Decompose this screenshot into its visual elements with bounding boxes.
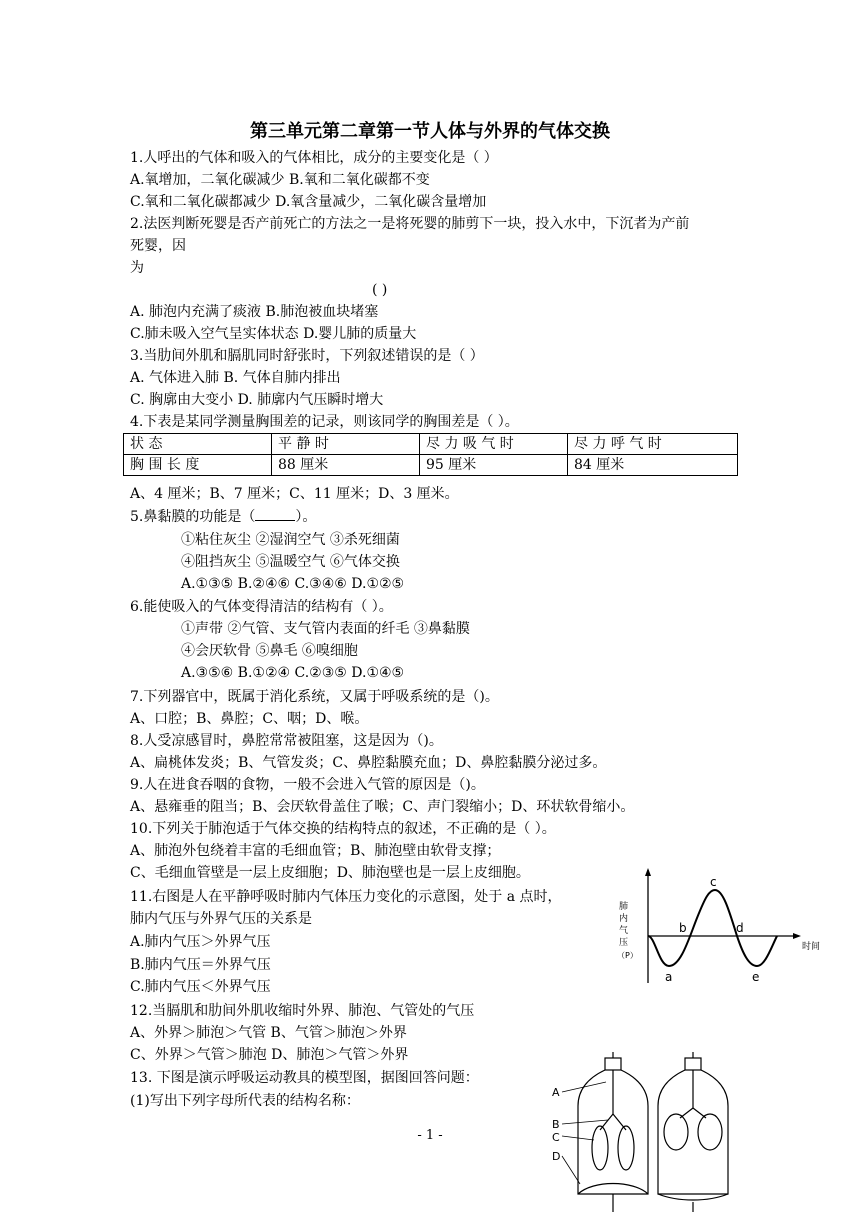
y-axis-label-2: 内 bbox=[619, 914, 629, 924]
text-line: C.肺内气压＜外界气压 bbox=[130, 979, 271, 995]
chest-measurement-table bbox=[123, 433, 738, 476]
text-line: 13. 下图是演示呼吸运动教具的模型图，据图回答问题： bbox=[130, 1070, 479, 1086]
point-label-b: b bbox=[679, 921, 687, 935]
text-line: 死婴，因 bbox=[130, 238, 186, 254]
text-line: ④阻挡灰尘 ⑤温暖空气 ⑥气体交换 bbox=[181, 554, 400, 570]
table-header-row bbox=[124, 434, 738, 455]
text-line: 为 bbox=[130, 260, 144, 276]
table-header-cell: 尽 力 呼 气 时 bbox=[568, 434, 738, 455]
text-line: 9.人在进食吞咽的食物，一般不会进入气管的原因是（)。 bbox=[130, 777, 485, 793]
point-label-a: a bbox=[665, 970, 673, 984]
text-line: A、外界＞肺泡＞气管 B、气管＞肺泡＞外界 bbox=[130, 1025, 407, 1041]
table-cell: 胸 围 长 度 bbox=[124, 455, 272, 476]
text-line: 1.人呼出的气体和吸入的气体相比，成分的主要变化是（ ） bbox=[130, 150, 498, 166]
text-line: A.肺内气压＞外界气压 bbox=[130, 934, 271, 950]
text-line: C、外界＞气管＞肺泡 D、肺泡＞气管＞外界 bbox=[130, 1047, 409, 1063]
text-line: A、悬雍垂的阻当；B、会厌软骨盖住了喉；C、声门裂缩小；D、环状软骨缩小。 bbox=[130, 799, 635, 815]
lung-pressure-graph bbox=[615, 868, 835, 988]
pressure-curve bbox=[648, 890, 777, 966]
text-line: ①声带 ②气管、支气管内表面的纤毛 ③鼻黏膜 bbox=[181, 621, 470, 637]
text-line: A.③⑤⑥ B.①②④ C.②③⑤ D.①④⑤ bbox=[181, 665, 405, 681]
x-axis-label: 时间 bbox=[802, 942, 821, 952]
text-line: A、扁桃体发炎；B、气管发炎；C、鼻腔黏膜充血；D、鼻腔黏膜分泌过多。 bbox=[130, 755, 607, 771]
text-line: A.①③⑤ B.②④⑥ C.③④⑥ D.①②⑤ bbox=[181, 576, 405, 592]
table-header-cell: 平 静 时 bbox=[272, 434, 420, 455]
point-label-e: e bbox=[752, 970, 760, 984]
text-line: A. 气体进入肺 B. 气体自肺内排出 bbox=[130, 370, 341, 386]
figure-label-d: D bbox=[552, 1150, 561, 1163]
text-line: ①粘住灰尘 ②湿润空气 ③杀死细菌 bbox=[181, 532, 400, 548]
question-5-suffix: ）。 bbox=[295, 509, 317, 525]
text-line: 8.人受凉感冒时，鼻腔常常被阻塞，这是因为（)。 bbox=[130, 733, 443, 749]
answer-blank bbox=[255, 506, 295, 521]
text-line: (1)写出下列字母所代表的结构名称： bbox=[130, 1093, 360, 1109]
text-line: A.氧增加，二氧化碳减少 B.氧和二氧化碳都不变 bbox=[130, 172, 430, 188]
text-line: 12.当膈肌和肋间外肌收缩时外界、肺泡、气管处的气压 bbox=[130, 1003, 475, 1019]
figure-label-a: A bbox=[552, 1086, 560, 1099]
point-label-c: c bbox=[710, 875, 717, 889]
text-line: 2.法医判断死婴是否产前死亡的方法之一是将死婴的肺剪下一块，投入水中，下沉者为产前 bbox=[130, 216, 690, 232]
text-line: 肺内气压与外界气压的关系是 bbox=[130, 911, 312, 927]
question-5-prefix: 5.鼻黏膜的功能是（ bbox=[130, 509, 256, 525]
text-line: C.氧和二氧化碳都减少 D.氧含量减少，二氧化碳含量增加 bbox=[130, 194, 487, 210]
text-line: B.肺内气压＝外界气压 bbox=[130, 957, 271, 973]
text-line: 7.下列器官中，既属于消化系统，又属于呼吸系统的是（)。 bbox=[130, 689, 499, 705]
y-axis-label-1: 肺 bbox=[619, 902, 629, 912]
table-row bbox=[124, 455, 738, 476]
table-cell: 95 厘米 bbox=[420, 455, 568, 476]
text-line: 6.能使吸入的气体变得清洁的结构有（ ）。 bbox=[130, 599, 393, 615]
page-title: 第三单元第二章第一节人体与外界的气体交换 bbox=[250, 121, 610, 142]
x-axis-arrow bbox=[793, 933, 801, 939]
y-axis-arrow bbox=[645, 868, 651, 876]
question-5 bbox=[130, 506, 316, 527]
page-number: - 1 - bbox=[417, 1128, 443, 1143]
table-header-cell: 状 态 bbox=[124, 434, 272, 455]
text-line: 4.下表是某同学测量胸围差的记录，则该同学的胸围差是（ ）。 bbox=[130, 414, 519, 430]
text-line: 11.右图是人在平静呼吸时肺内气体压力变化的示意图，处于 a 点时， bbox=[130, 889, 562, 905]
text-line: ( ) bbox=[372, 282, 388, 298]
text-line: A. 肺泡内充满了痰液 B.肺泡被血块堵塞 bbox=[130, 304, 379, 320]
table-cell: 84 厘米 bbox=[568, 455, 738, 476]
text-line: 3.当肋间外肌和膈肌同时舒张时，下列叙述错误的是（ ） bbox=[130, 348, 484, 364]
y-axis-label-5: （P） bbox=[617, 951, 638, 960]
text-line: A、肺泡外包绕着丰富的毛细血管；B、肺泡壁由软骨支撑； bbox=[130, 843, 501, 859]
text-line: C. 胸廓由大变小 D. 肺廓内气压瞬时增大 bbox=[130, 392, 384, 408]
y-axis-label-4: 压 bbox=[619, 938, 629, 948]
point-label-d: d bbox=[736, 921, 744, 935]
table-header-cell: 尽 力 吸 气 时 bbox=[420, 434, 568, 455]
text-line: 10.下列关于肺泡适于气体交换的结构特点的叙述，不正确的是（ ）。 bbox=[130, 821, 556, 837]
text-line: ④会厌软骨 ⑤鼻毛 ⑥嗅细胞 bbox=[181, 643, 358, 659]
figure-label-c: C bbox=[552, 1131, 560, 1144]
text-line: A、口腔；B、鼻腔；C、咽；D、喉。 bbox=[130, 711, 369, 727]
text-line: C.肺未吸入空气呈实体状态 D.婴儿肺的质量大 bbox=[130, 326, 417, 342]
y-axis-label-3: 气 bbox=[619, 926, 629, 936]
table-cell: 88 厘米 bbox=[272, 455, 420, 476]
text-line: C、毛细血管壁是一层上皮细胞；D、肺泡壁也是一层上皮细胞。 bbox=[130, 865, 530, 881]
figure-label-b: B bbox=[552, 1118, 560, 1131]
text-line: A、4 厘米；B、7 厘米；C、11 厘米；D、3 厘米。 bbox=[130, 486, 459, 502]
